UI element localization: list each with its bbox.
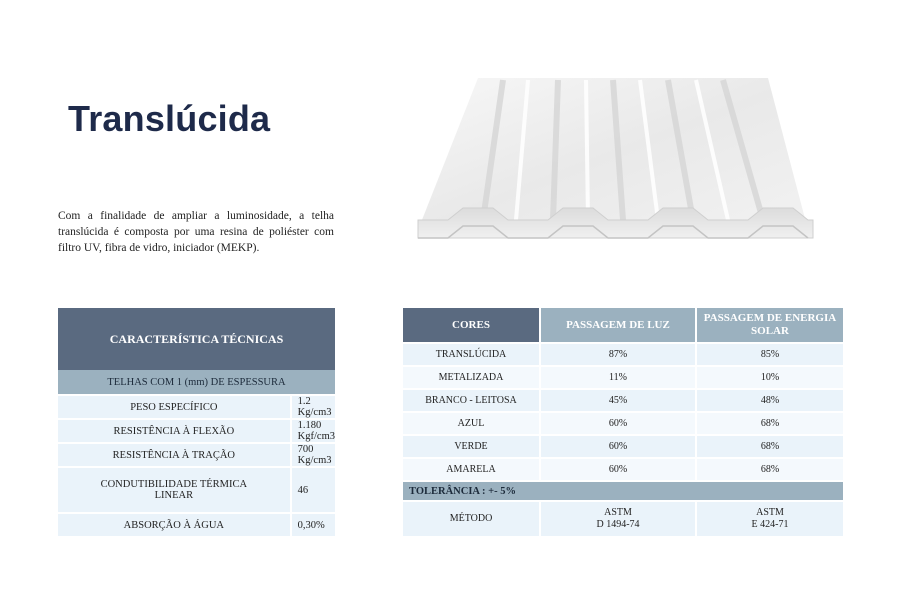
tech-value: 0,30% (291, 513, 335, 536)
tech-value: 700 Kg/cm3 (291, 443, 335, 467)
tech-value: 1.2 Kg/cm3 (291, 395, 335, 419)
color-name: METALIZADA (403, 366, 540, 389)
table-row (58, 419, 335, 443)
table-row (403, 366, 844, 389)
solar-value: 68% (696, 458, 844, 481)
method-solar-code: E 424-71 (751, 519, 789, 530)
method-row (403, 501, 844, 536)
tolerance-row (403, 481, 844, 501)
tech-table-subheader: TELHAS COM 1 (mm) DE ESPESSURA (58, 370, 335, 395)
solar-value: 68% (696, 435, 844, 458)
tech-label: PESO ESPECÍFICO (58, 395, 291, 419)
light-value: 11% (540, 366, 696, 389)
solar-value: 48% (696, 389, 844, 412)
color-name: AZUL (403, 412, 540, 435)
tech-value: 1.180 Kgf/cm3 (291, 419, 335, 443)
table-row (58, 443, 335, 467)
light-value: 45% (540, 389, 696, 412)
solar-value: 85% (696, 343, 844, 366)
color-name: VERDE (403, 435, 540, 458)
method-light (540, 501, 696, 536)
colors-header-cores: CORES (403, 308, 540, 343)
table-row (403, 458, 844, 481)
tech-value: 46 (291, 467, 335, 513)
table-row (58, 395, 335, 419)
tech-table-header: CARACTERÍSTICA TÉCNICAS (58, 308, 335, 370)
translucent-roof-tile-image (408, 70, 848, 250)
technical-characteristics-table (58, 308, 335, 536)
colors-header-solar: PASSAGEM DE ENERGIA SOLAR (696, 308, 844, 343)
light-value: 60% (540, 458, 696, 481)
table-row (403, 435, 844, 458)
light-value: 87% (540, 343, 696, 366)
solar-value: 10% (696, 366, 844, 389)
solar-value: 68% (696, 412, 844, 435)
table-row (403, 412, 844, 435)
page-title: Translúcida (68, 98, 271, 139)
light-value: 60% (540, 412, 696, 435)
light-value: 60% (540, 435, 696, 458)
table-row (58, 513, 335, 536)
color-name: AMARELA (403, 458, 540, 481)
method-solar-standard: ASTM (756, 507, 784, 518)
colors-header-light: PASSAGEM DE LUZ (540, 308, 696, 343)
method-light-standard: ASTM (604, 507, 632, 518)
color-name: TRANSLÚCIDA (403, 343, 540, 366)
tolerance-text: TOLERÂNCIA : +- 5% (403, 481, 844, 501)
tech-label: RESISTÊNCIA À TRAÇÃO (58, 443, 291, 467)
method-solar (696, 501, 844, 536)
method-light-code: D 1494-74 (596, 519, 640, 530)
table-row (403, 343, 844, 366)
tech-label: ABSORÇÃO À ÁGUA (58, 513, 291, 536)
tech-label: RESISTÊNCIA À FLEXÃO (58, 419, 291, 443)
colors-table (403, 308, 845, 536)
color-name: BRANCO - LEITOSA (403, 389, 540, 412)
product-description: Com a finalidade de ampliar a luminosidade, a telha translúcida é composta por uma resina de poliéster com filtro UV, fibra de vidro, iniciador (MEKP). (58, 210, 334, 254)
table-row (58, 467, 335, 513)
method-label: MÉTODO (403, 501, 540, 536)
table-row (403, 389, 844, 412)
tech-label: CONDUTIBILIDADE TÉRMICA LINEAR (58, 467, 291, 513)
